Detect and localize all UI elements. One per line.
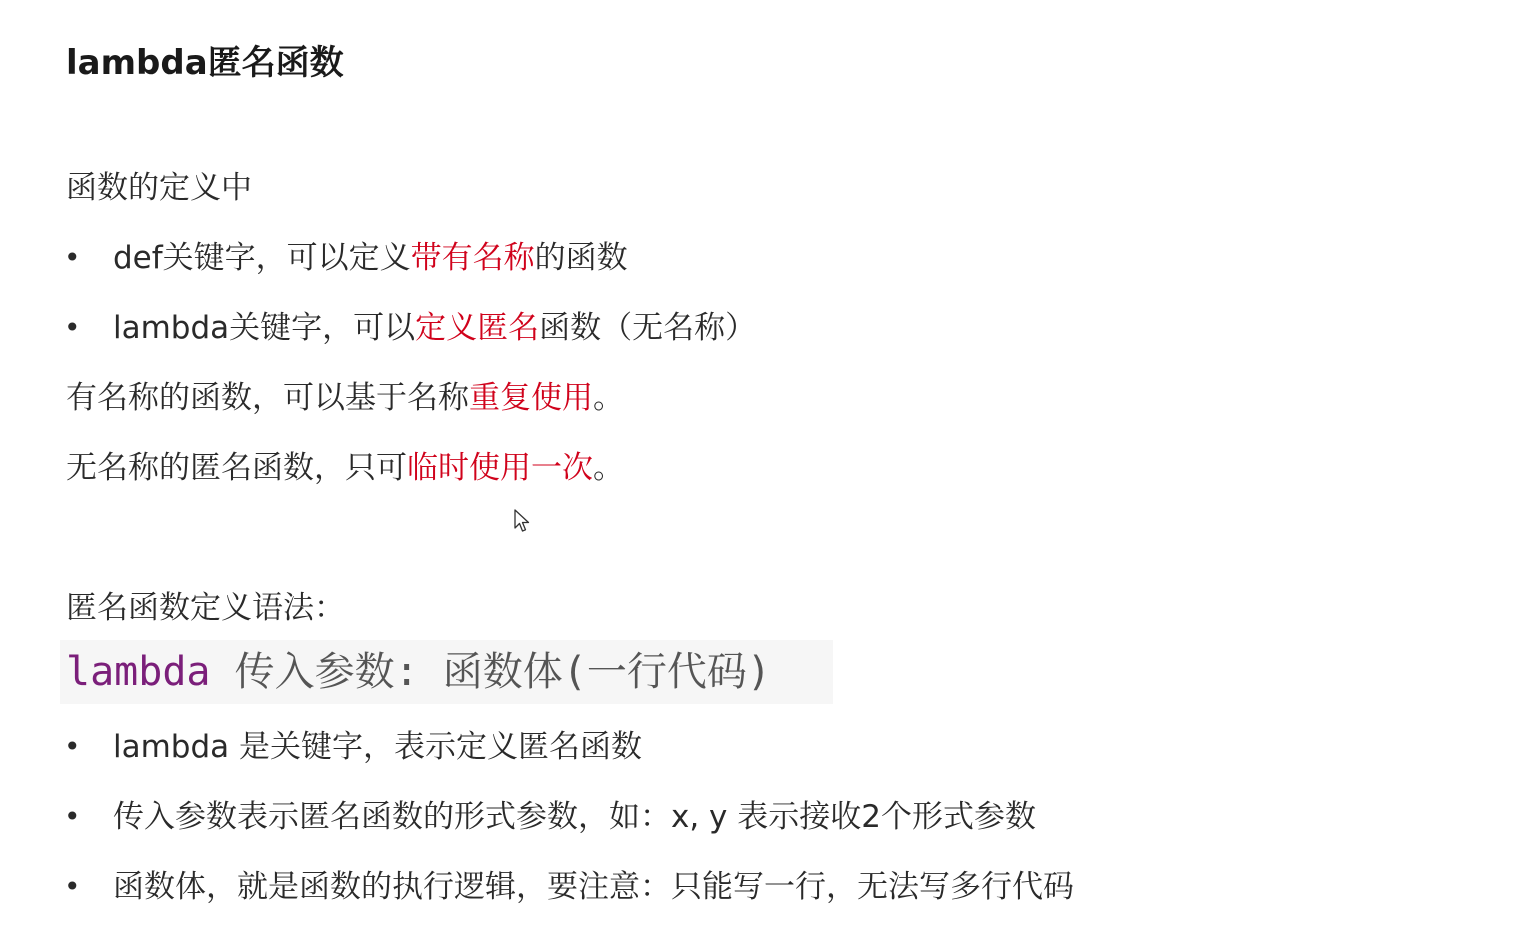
bullet-lambda-post: 函数（无名称）	[539, 310, 757, 346]
bullet-dot: •	[64, 311, 81, 344]
code-keyword: lambda	[66, 649, 211, 695]
bullet-lambda	[113, 306, 756, 350]
bullet-lambda-pre: lambda关键字，可以	[113, 310, 416, 346]
bullet-def-pre: def关键字，可以定义	[113, 240, 411, 276]
bullet-def-highlight: 带有名称	[410, 240, 535, 276]
page-title: lambda匿名函数	[66, 43, 344, 83]
bullet-dot: •	[64, 730, 81, 763]
bullet-dot: •	[64, 870, 81, 903]
bullet-keyword-desc: lambda 是关键字，表示定义匿名函数	[113, 729, 643, 765]
named-function-sentence	[66, 376, 624, 420]
bullet-def-post: 的函数	[534, 240, 628, 276]
sentence1-highlight: 重复使用	[469, 380, 593, 416]
sentence1-pre: 有名称的函数，可以基于名称	[66, 380, 469, 416]
intro-text: 函数的定义中	[66, 170, 252, 206]
code-rest: 传入参数: 函数体(一行代码)	[210, 649, 771, 695]
mouse-cursor-icon	[513, 508, 531, 534]
bullet-def	[113, 236, 628, 280]
bullet-dot: •	[64, 241, 81, 274]
sentence2-highlight: 临时使用一次	[407, 450, 593, 486]
bullet-lambda-highlight: 定义匿名	[415, 310, 540, 346]
code-line	[66, 647, 771, 697]
sentence1-post: 。	[593, 380, 624, 416]
sentence2-pre: 无名称的匿名函数，只可	[66, 450, 407, 486]
anonymous-function-sentence	[66, 446, 624, 490]
bullet-params-desc: 传入参数表示匿名函数的形式参数，如：x, y 表示接收2个形式参数	[113, 799, 1036, 835]
bullet-body-desc: 函数体，就是函数的执行逻辑，要注意：只能写一行，无法写多行代码	[113, 869, 1074, 905]
bullet-dot: •	[64, 800, 81, 833]
syntax-label: 匿名函数定义语法：	[66, 590, 345, 626]
sentence2-post: 。	[593, 450, 624, 486]
